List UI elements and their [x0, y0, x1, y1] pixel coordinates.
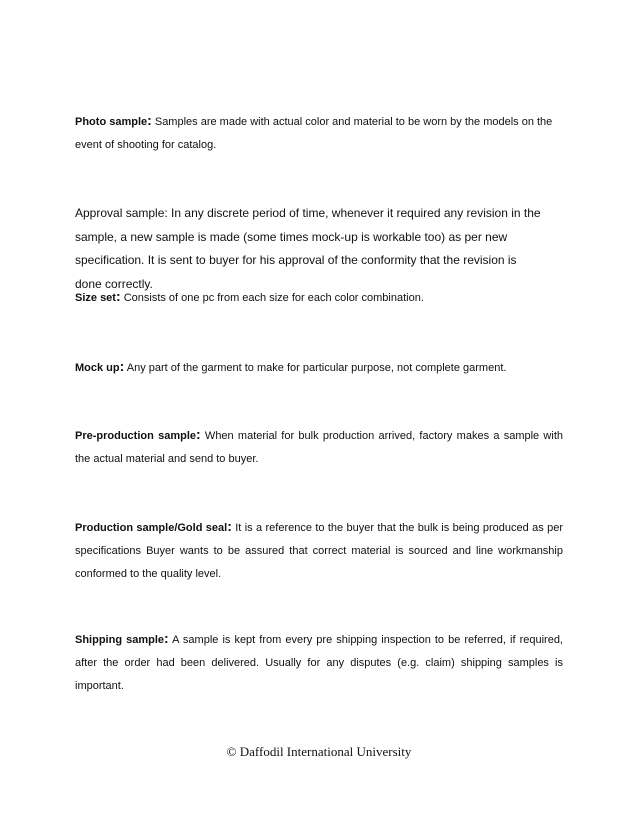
shipping-sample-paragraph	[75, 629, 563, 698]
photo-sample-text: Samples are made with actual color and material to be worn by the models on the event of shooting for catalog.	[75, 116, 553, 151]
photo-sample-paragraph	[75, 111, 563, 157]
pre-production-sample-text: When material for bulk production arrived, factory makes a sample with the actual material and send to buyer.	[75, 430, 563, 465]
mock-up-term: Mock up	[75, 362, 120, 374]
size-set-paragraph	[75, 287, 563, 310]
footer-copyright: © Daffodil International University	[226, 744, 412, 759]
mock-up-colon: :	[119, 358, 125, 374]
production-sample-colon: :	[227, 518, 232, 534]
shipping-sample-term: Shipping sample	[75, 634, 165, 646]
size-set-text: Consists of one pc from each size for each color combination.	[120, 292, 424, 304]
production-sample-term: Production sample/Gold seal	[75, 522, 228, 534]
mock-up-paragraph	[75, 357, 563, 380]
mock-up-text: Any part of the garment to make for particular purpose, not complete garment.	[124, 362, 507, 374]
pre-production-sample-term: Pre-production sample	[75, 430, 196, 442]
shipping-sample-colon: :	[164, 630, 169, 646]
approval-sample-text: Approval sample: In any discrete period of time, whenever it required any revision in the sample, a new sample is made (some times mock-up is workable too) as per new specification. It is sent to buyer for his approval of the conformity that the revision is done correctly.	[75, 206, 541, 291]
production-sample-paragraph	[75, 517, 563, 586]
approval-sample-paragraph	[75, 202, 545, 296]
photo-sample-colon: :	[147, 112, 152, 128]
photo-sample-term: Photo sample	[75, 116, 148, 128]
pre-production-sample-colon: :	[196, 426, 201, 442]
production-sample-text: It is a reference to the buyer that the bulk is being produced as per specifications Buyer wants to be assured that correct material is sourced and line workmanship conformed to the quality level.	[75, 522, 563, 580]
size-set-colon: :	[115, 288, 121, 304]
pre-production-sample-paragraph	[75, 425, 563, 471]
size-set-term: Size set	[75, 292, 116, 304]
shipping-sample-text: A sample is kept from every pre shipping inspection to be referred, if required, after the order had been delivered. Usually for any disputes (e.g. claim) shipping samples is important.	[75, 634, 563, 692]
